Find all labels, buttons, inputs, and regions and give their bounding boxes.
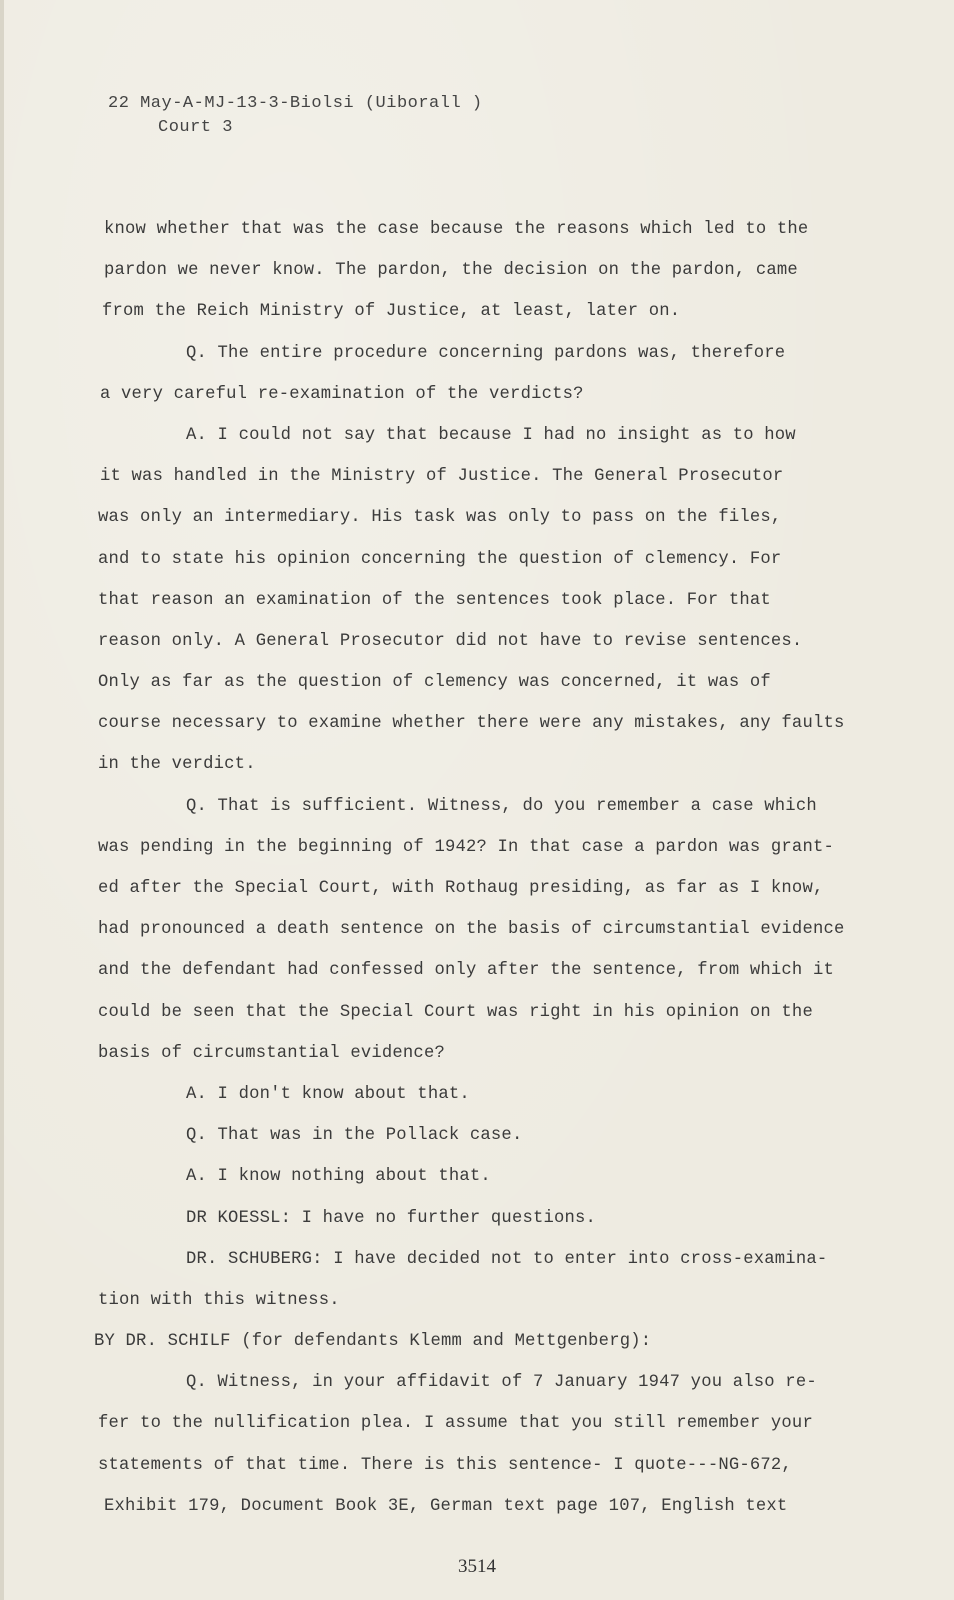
header-line-2: Court 3 bbox=[158, 118, 233, 137]
text-line: was only an intermediary. His task was only to pass on the files, bbox=[98, 508, 782, 528]
text-line: DR KOESSL: I have no further questions. bbox=[186, 1208, 597, 1228]
text-line: course necessary to examine whether there were any mistakes, any faults bbox=[98, 714, 845, 734]
text-line: it was handled in the Ministry of Justice. The General Prosecutor bbox=[100, 467, 784, 487]
text-line: basis of circumstantial evidence? bbox=[98, 1043, 445, 1063]
page-edge bbox=[0, 0, 4, 1600]
text-line: in the verdict. bbox=[98, 755, 256, 775]
document-header bbox=[108, 92, 483, 140]
text-line: know whether that was the case because the reasons which led to the bbox=[104, 220, 809, 239]
text-line: Q. That is sufficient. Witness, do you remember a case which bbox=[186, 796, 817, 816]
text-line: DR. SCHUBERG: I have decided not to enter into cross-examina- bbox=[186, 1249, 828, 1269]
header-line-1: 22 May-A-MJ-13-3-Biolsi (Uiborall ) bbox=[108, 94, 483, 113]
text-line: Only as far as the question of clemency was concerned, it was of bbox=[98, 673, 771, 693]
text-line: Q. The entire procedure concerning pardons was, therefore bbox=[186, 343, 786, 363]
text-line: fer to the nullification plea. I assume that you still remember your bbox=[98, 1414, 813, 1434]
text-line: A. I don't know about that. bbox=[186, 1084, 470, 1104]
text-line: a very careful re-examination of the verdicts? bbox=[100, 384, 584, 404]
text-line: that reason an examination of the sentences took place. For that bbox=[98, 590, 771, 610]
transcript-body bbox=[94, 216, 845, 1534]
text-line: Q. That was in the Pollack case. bbox=[186, 1126, 523, 1146]
text-line: had pronounced a death sentence on the basis of circumstantial evidence bbox=[98, 920, 845, 940]
text-line: could be seen that the Special Court was right in his opinion on the bbox=[98, 1002, 813, 1022]
text-line: ed after the Special Court, with Rothaug presiding, as far as I know, bbox=[98, 879, 824, 898]
text-line: A. I know nothing about that. bbox=[186, 1167, 491, 1187]
text-line: BY DR. SCHILF (for defendants Klemm and Mettgenberg): bbox=[94, 1332, 652, 1352]
text-line: Q. Witness, in your affidavit of 7 January 1947 you also re- bbox=[186, 1373, 817, 1393]
text-line: reason only. A General Prosecutor did not have to revise sentences. bbox=[98, 631, 803, 651]
text-line: from the Reich Ministry of Justice, at least, later on. bbox=[102, 302, 681, 322]
text-line: and to state his opinion concerning the question of clemency. For bbox=[98, 549, 782, 569]
text-line: tion with this witness. bbox=[98, 1290, 340, 1310]
text-line: A. I could not say that because I had no insight as to how bbox=[186, 425, 796, 445]
page-number: 3514 bbox=[458, 1556, 496, 1577]
text-line: Exhibit 179, Document Book 3E, German text page 107, English text bbox=[104, 1496, 788, 1516]
text-line: was pending in the beginning of 1942? In that case a pardon was grant- bbox=[98, 837, 834, 857]
text-line: pardon we never know. The pardon, the decision on the pardon, came bbox=[104, 261, 798, 281]
text-line: statements of that time. There is this sentence- I quote---NG-672, bbox=[98, 1455, 792, 1475]
text-line: and the defendant had confessed only after the sentence, from which it bbox=[98, 961, 834, 981]
